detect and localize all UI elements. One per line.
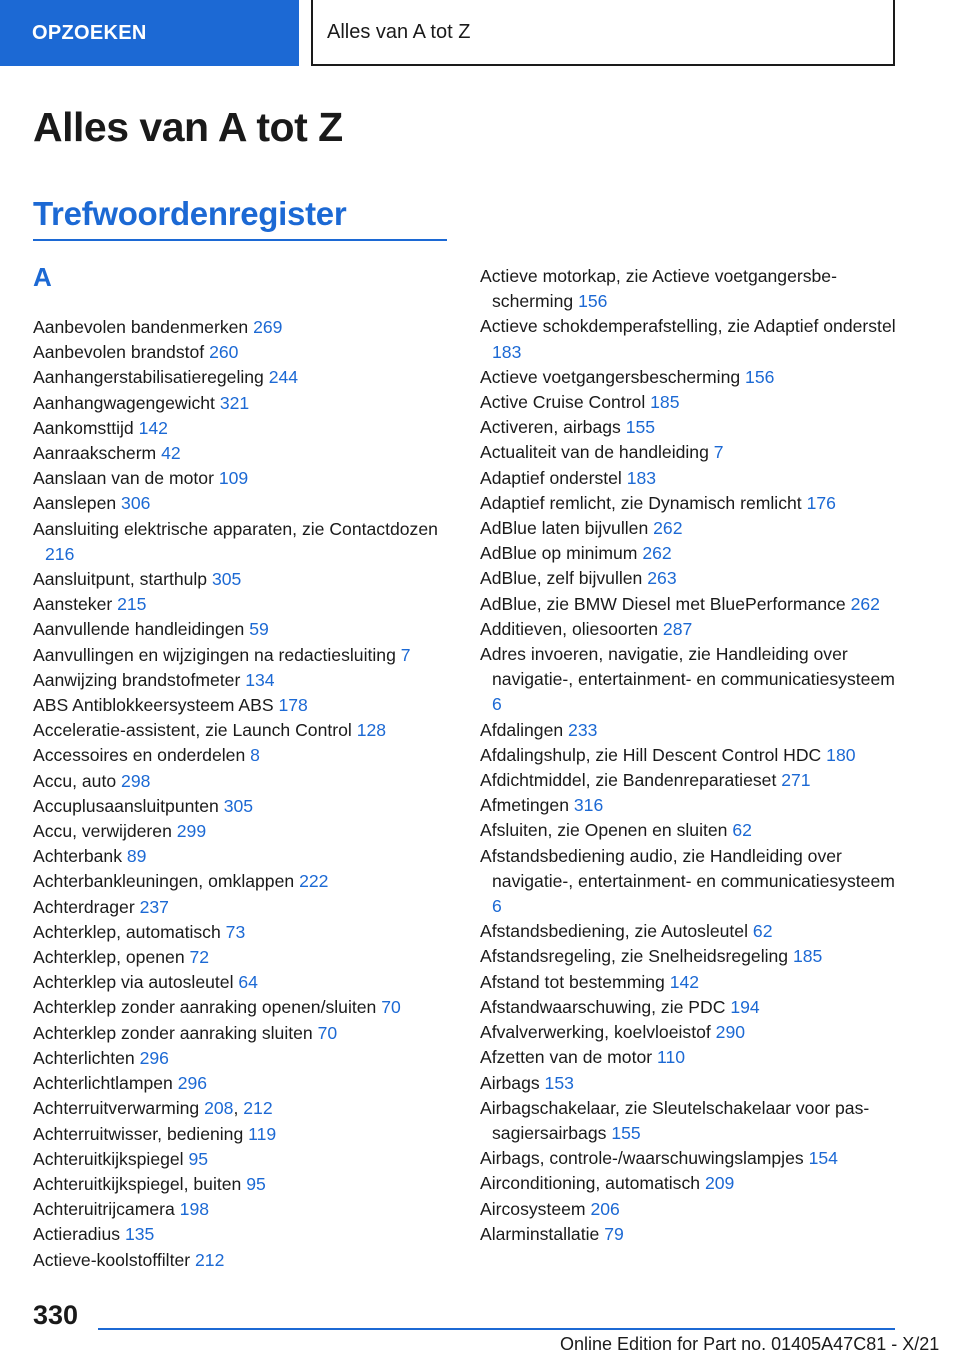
index-term: Aanvullingen en wijzigingen na redactiesluiting bbox=[33, 644, 396, 665]
index-term: Achteruitkijkspiegel, buiten bbox=[33, 1173, 242, 1194]
index-term: AdBlue laten bijvullen bbox=[480, 518, 649, 539]
page-reference-link[interactable]: 212 bbox=[243, 1098, 273, 1119]
page-reference-link[interactable]: 209 bbox=[704, 1173, 735, 1194]
index-entry bbox=[480, 415, 900, 440]
page-reference-link[interactable]: 287 bbox=[662, 618, 693, 639]
page-reference-link[interactable]: 178 bbox=[278, 695, 308, 716]
index-entry bbox=[33, 819, 453, 844]
index-entry bbox=[33, 895, 453, 920]
page-reference-link[interactable]: 233 bbox=[568, 719, 598, 740]
page-reference-link[interactable]: 156 bbox=[745, 366, 775, 387]
index-term: Accessoires en onderdelen bbox=[33, 745, 246, 766]
page-reference-link[interactable]: 298 bbox=[121, 770, 151, 791]
page-reference-link[interactable]: 8 bbox=[250, 745, 260, 766]
index-term: Actualiteit van de handleiding bbox=[480, 442, 709, 463]
page-reference-link[interactable]: 134 bbox=[245, 669, 275, 690]
page-reference-link[interactable]: 154 bbox=[808, 1148, 838, 1169]
index-term: Additieven, oliesoorten bbox=[480, 618, 659, 639]
page-reference-link[interactable]: 305 bbox=[211, 569, 242, 590]
index-entry bbox=[33, 567, 453, 592]
index-entry: Achterruitverwarming 208, 212 bbox=[33, 1098, 273, 1119]
page-reference-link[interactable]: 237 bbox=[139, 896, 169, 917]
page-reference-link[interactable]: 299 bbox=[176, 821, 207, 842]
index-term: Achterklep, openen bbox=[33, 947, 185, 968]
index-entry bbox=[480, 793, 900, 818]
index-term: Afvalverwerking, koelvloeistof bbox=[480, 1022, 711, 1043]
index-term: Achterklep via autosleutel bbox=[33, 972, 234, 993]
index-entry bbox=[480, 516, 900, 541]
index-term: Aankomsttijd bbox=[33, 417, 134, 438]
index-entry bbox=[33, 743, 453, 768]
page-reference-link[interactable]: 6 bbox=[492, 694, 502, 715]
index-term: Achterklep, automatisch bbox=[33, 921, 221, 942]
index-entry bbox=[33, 668, 453, 693]
index-term: Afstandsbediening, zie Autosleutel bbox=[480, 921, 749, 942]
page-reference-link[interactable]: 89 bbox=[126, 846, 147, 867]
index-term: Actieradius bbox=[33, 1224, 121, 1245]
page-reference-link[interactable]: 156 bbox=[578, 291, 608, 312]
index-term: Accu, auto bbox=[33, 770, 117, 791]
index-term: Achteruitrijcamera bbox=[33, 1199, 175, 1220]
index-term: Achterklep zonder aanraking sluiten bbox=[33, 1022, 313, 1043]
index-entry bbox=[480, 264, 900, 314]
index-entry bbox=[33, 869, 453, 894]
page-reference-link[interactable]: 215 bbox=[117, 594, 147, 615]
index-term: Afmetingen bbox=[480, 795, 569, 816]
index-term: Aanbevolen brandstof bbox=[33, 342, 205, 363]
page-reference-link[interactable]: 6 bbox=[492, 896, 502, 917]
page-reference-link[interactable]: 62 bbox=[752, 921, 773, 942]
index-entry bbox=[33, 970, 453, 995]
index-entry bbox=[480, 491, 900, 516]
index-term: Adaptief onderstel bbox=[480, 467, 622, 488]
page-reference-link[interactable]: 73 bbox=[225, 921, 246, 942]
index-entry bbox=[480, 1071, 900, 1096]
index-entry bbox=[33, 1147, 453, 1172]
section-title: Trefwoordenregister bbox=[33, 195, 347, 232]
page-reference-link[interactable]: 128 bbox=[356, 720, 387, 741]
page-reference-link[interactable]: 263 bbox=[647, 568, 677, 589]
page-reference-link[interactable]: 305 bbox=[223, 795, 254, 816]
index-term: Afstandsbediening audio, zie Handleiding over navigatie-, entertainment- en communicatiesysteem bbox=[480, 845, 895, 891]
page-reference-link[interactable]: 198 bbox=[179, 1199, 210, 1220]
index-entry bbox=[480, 1171, 900, 1196]
page-title: Alles van A tot Z bbox=[33, 104, 343, 150]
page-reference-link[interactable]: 244 bbox=[268, 367, 299, 388]
index-term: AdBlue, zelf bijvullen bbox=[480, 568, 643, 589]
index-term: Achterruitverwarming bbox=[33, 1098, 200, 1119]
index-term: Aanbevolen bandenmerken bbox=[33, 317, 249, 337]
index-entry bbox=[33, 391, 453, 416]
page-reference-link[interactable]: 185 bbox=[792, 946, 823, 967]
index-entry bbox=[33, 592, 453, 617]
index-term: Airbags, controle-/waarschuwingslampjes bbox=[480, 1148, 804, 1169]
page-reference-link[interactable]: 316 bbox=[573, 795, 604, 816]
index-term: Aanvullende handleidingen bbox=[33, 619, 245, 640]
index-entry bbox=[480, 743, 900, 768]
page-reference-link[interactable]: 262 bbox=[653, 518, 683, 539]
page-reference-link[interactable]: 110 bbox=[657, 1047, 686, 1068]
index-entry bbox=[33, 1248, 453, 1273]
index-entry bbox=[33, 1122, 453, 1147]
index-term: Alarminstallatie bbox=[480, 1223, 600, 1244]
page-reference-link[interactable]: 142 bbox=[669, 971, 700, 992]
index-entry bbox=[33, 416, 453, 441]
index-entry bbox=[480, 919, 900, 944]
page-reference-link[interactable]: 7 bbox=[713, 442, 724, 463]
page-reference-link[interactable]: 155 bbox=[625, 417, 656, 438]
index-term: Achterdrager bbox=[33, 896, 135, 917]
index-term: Adres invoeren, navigatie, zie Handleiding over navigatie-, entertainment- en communicatiesysteem bbox=[480, 644, 895, 690]
page-reference-link[interactable]: 260 bbox=[209, 342, 239, 363]
chapter-section-label: Alles van A tot Z bbox=[311, 0, 895, 66]
index-entry bbox=[480, 541, 900, 566]
index-entry bbox=[480, 818, 900, 843]
index-entry bbox=[480, 1146, 900, 1171]
index-term: Activeren, airbags bbox=[480, 417, 621, 438]
page-reference-link[interactable]: 59 bbox=[249, 619, 269, 640]
page-reference-link[interactable]: 296 bbox=[139, 1047, 169, 1068]
page-reference-link[interactable]: 185 bbox=[650, 392, 680, 413]
page-reference-link[interactable]: 109 bbox=[218, 468, 249, 489]
index-entry bbox=[33, 491, 453, 516]
index-term: Aanhangwagengewicht bbox=[33, 392, 215, 413]
index-entry bbox=[33, 1071, 453, 1096]
index-term: Active Cruise Control bbox=[480, 392, 646, 413]
page-reference-link[interactable]: 183 bbox=[492, 341, 522, 362]
index-term: Achterbank bbox=[33, 846, 122, 867]
index-entry bbox=[33, 718, 453, 743]
page-number: 330 bbox=[33, 1300, 79, 1330]
index-entry bbox=[33, 920, 453, 945]
index-term: AdBlue op minimum bbox=[480, 543, 638, 564]
index-term: Afdalingshulp, zie Hill Descent Control HDC bbox=[480, 744, 822, 765]
index-entry bbox=[33, 1222, 453, 1247]
index-entry bbox=[33, 945, 453, 970]
page-reference-link[interactable]: 62 bbox=[732, 820, 752, 841]
index-entry bbox=[480, 1197, 900, 1222]
page-reference-link[interactable]: 142 bbox=[138, 417, 168, 438]
page-reference-link[interactable]: 271 bbox=[781, 770, 811, 791]
index-term: Airconditioning, automatisch bbox=[480, 1173, 701, 1194]
index-term: Airbagschakelaar, zie Sleutelschakelaar voor passagiersairbags bbox=[480, 1097, 870, 1143]
index-entry bbox=[480, 844, 900, 920]
page-reference-link[interactable]: 176 bbox=[806, 492, 836, 513]
page-reference-link[interactable]: 95 bbox=[188, 1148, 209, 1169]
index-entry bbox=[33, 844, 453, 869]
index-entry bbox=[480, 1096, 900, 1146]
index-entry bbox=[480, 466, 900, 491]
index-entry bbox=[480, 440, 900, 465]
page-reference-link[interactable]: 153 bbox=[544, 1072, 574, 1093]
page-reference-link[interactable]: 306 bbox=[121, 493, 151, 514]
index-term: Afstandwaarschuwing, zie PDC bbox=[480, 996, 726, 1017]
index-term: Afsluiten, zie Openen en sluiten bbox=[480, 820, 728, 841]
index-column-left bbox=[33, 315, 453, 1273]
index-entry bbox=[33, 365, 453, 390]
index-term: Aanhangerstabilisatieregeling bbox=[33, 367, 264, 388]
index-term: ABS Antiblokkeersysteem ABS bbox=[33, 695, 274, 716]
index-entry bbox=[480, 995, 900, 1020]
index-term: Actieve schokdemperafstelling, zie Adaptief onderstel bbox=[480, 316, 896, 337]
index-term: Afzetten van de motor bbox=[480, 1047, 653, 1068]
page-reference-link[interactable]: 321 bbox=[219, 392, 250, 413]
index-term: Achterlichtlampen bbox=[33, 1073, 173, 1094]
section-divider bbox=[33, 239, 447, 241]
page-reference-link[interactable]: 79 bbox=[604, 1223, 624, 1244]
index-entry bbox=[480, 970, 900, 995]
index-term: Acceleratie-assistent, zie Launch Control bbox=[33, 720, 352, 741]
index-entry bbox=[33, 517, 453, 567]
index-entry bbox=[33, 643, 453, 668]
index-entry bbox=[33, 794, 453, 819]
page-reference-link[interactable]: 180 bbox=[826, 744, 856, 765]
index-term: Aanslaan van de motor bbox=[33, 468, 214, 489]
index-term: Aansluiting elektrische apparaten, zie Contactdozen bbox=[33, 518, 438, 539]
index-entry bbox=[33, 340, 453, 365]
index-term: Aansteker bbox=[33, 594, 113, 615]
index-entry bbox=[33, 1021, 453, 1046]
index-entry bbox=[480, 1045, 900, 1070]
index-term: Aanwijzing brandstofmeter bbox=[33, 669, 241, 690]
page-reference-link[interactable]: 222 bbox=[299, 871, 329, 892]
index-term: Achteruitkijkspiegel bbox=[33, 1148, 184, 1169]
index-column-right bbox=[480, 264, 900, 1247]
page-reference-link[interactable]: 42 bbox=[161, 443, 181, 464]
chapter-tab[interactable]: OPZOEKEN bbox=[0, 0, 299, 66]
index-term: Achterruitwisser, bediening bbox=[33, 1123, 244, 1144]
index-entry bbox=[33, 466, 453, 491]
index-term: AdBlue, zie BMW Diesel met BluePerformance bbox=[480, 593, 846, 614]
index-entry bbox=[33, 617, 453, 642]
page-reference-link[interactable]: 183 bbox=[626, 467, 657, 488]
page-reference-link[interactable]: 206 bbox=[590, 1198, 620, 1219]
page-reference-link[interactable]: 72 bbox=[189, 947, 210, 968]
index-term: Actieve-koolstoffilter bbox=[33, 1249, 191, 1270]
page-reference-link[interactable]: 155 bbox=[611, 1122, 641, 1143]
footer-divider bbox=[98, 1328, 895, 1330]
page-reference-link[interactable]: 269 bbox=[253, 317, 283, 337]
index-entry bbox=[480, 1020, 900, 1045]
index-entry bbox=[480, 1222, 900, 1247]
page-reference-link[interactable]: 212 bbox=[195, 1249, 225, 1270]
index-entry bbox=[33, 315, 453, 340]
index-term: Afstandsregeling, zie Snelheidsregeling bbox=[480, 946, 789, 967]
page-reference-link[interactable]: 208 bbox=[204, 1098, 234, 1119]
page-reference-link[interactable]: 290 bbox=[715, 1022, 746, 1043]
index-entry bbox=[33, 1046, 453, 1071]
page-reference-link[interactable]: 216 bbox=[45, 543, 75, 564]
index-term: Achterbankleuningen, omklappen bbox=[33, 871, 295, 892]
index-entry bbox=[480, 365, 900, 390]
page-reference-link[interactable]: 262 bbox=[642, 543, 672, 564]
index-term: Airbags bbox=[480, 1072, 540, 1093]
page-reference-link[interactable]: 70 bbox=[381, 997, 401, 1018]
index-term: Aircosysteem bbox=[480, 1198, 586, 1219]
page-reference-link[interactable]: 70 bbox=[317, 1022, 338, 1043]
index-term: Afdichtmiddel, zie Bandenreparatieset bbox=[480, 770, 777, 791]
index-term: Aanraakscherm bbox=[33, 443, 157, 464]
index-entry bbox=[33, 441, 453, 466]
index-entry bbox=[480, 642, 900, 718]
index-term: Accu, verwijderen bbox=[33, 821, 172, 842]
index-entry bbox=[33, 995, 453, 1020]
page-reference-link[interactable]: 95 bbox=[246, 1173, 266, 1194]
page-header bbox=[0, 0, 960, 66]
page-reference-link[interactable]: 135 bbox=[124, 1224, 155, 1245]
index-entry bbox=[33, 1197, 453, 1222]
index-entry bbox=[480, 390, 900, 415]
index-entry bbox=[480, 768, 900, 793]
index-entry bbox=[33, 769, 453, 794]
index-entry bbox=[480, 944, 900, 969]
index-entry bbox=[480, 718, 900, 743]
page-reference-link[interactable]: 64 bbox=[238, 972, 258, 993]
index-term: Actieve motorkap, zie Actieve voetgangersbescherming bbox=[480, 266, 837, 312]
index-term: Achterlichten bbox=[33, 1047, 135, 1068]
index-entry bbox=[480, 566, 900, 591]
index-term: Achterklep zonder aanraking openen/sluiten bbox=[33, 997, 377, 1018]
index-term: Accuplusaansluitpunten bbox=[33, 795, 219, 816]
page-reference-link[interactable]: 7 bbox=[400, 644, 411, 665]
index-term: Actieve voetgangersbescherming bbox=[480, 366, 741, 387]
footer-edition-text: Online Edition for Part no. 01405A47C81 - X/21 bbox=[560, 1334, 940, 1354]
index-term: Aansluitpunt, starthulp bbox=[33, 569, 208, 590]
index-entry bbox=[480, 617, 900, 642]
page-reference-link[interactable]: 262 bbox=[850, 593, 880, 614]
page-reference-link[interactable]: 119 bbox=[248, 1123, 277, 1144]
index-term: Afdalingen bbox=[480, 719, 564, 740]
index-term: Aanslepen bbox=[33, 493, 117, 514]
index-term: Afstand tot bestemming bbox=[480, 971, 665, 992]
page-reference-link[interactable]: 194 bbox=[730, 996, 760, 1017]
index-entry bbox=[33, 693, 453, 718]
index-letter-heading: A bbox=[33, 262, 52, 292]
index-term: Adaptief remlicht, zie Dynamisch remlicht bbox=[480, 492, 802, 513]
page-reference-link[interactable]: 296 bbox=[177, 1073, 208, 1094]
index-entry bbox=[480, 592, 900, 617]
index-entry bbox=[480, 314, 900, 364]
index-entry bbox=[33, 1172, 453, 1197]
